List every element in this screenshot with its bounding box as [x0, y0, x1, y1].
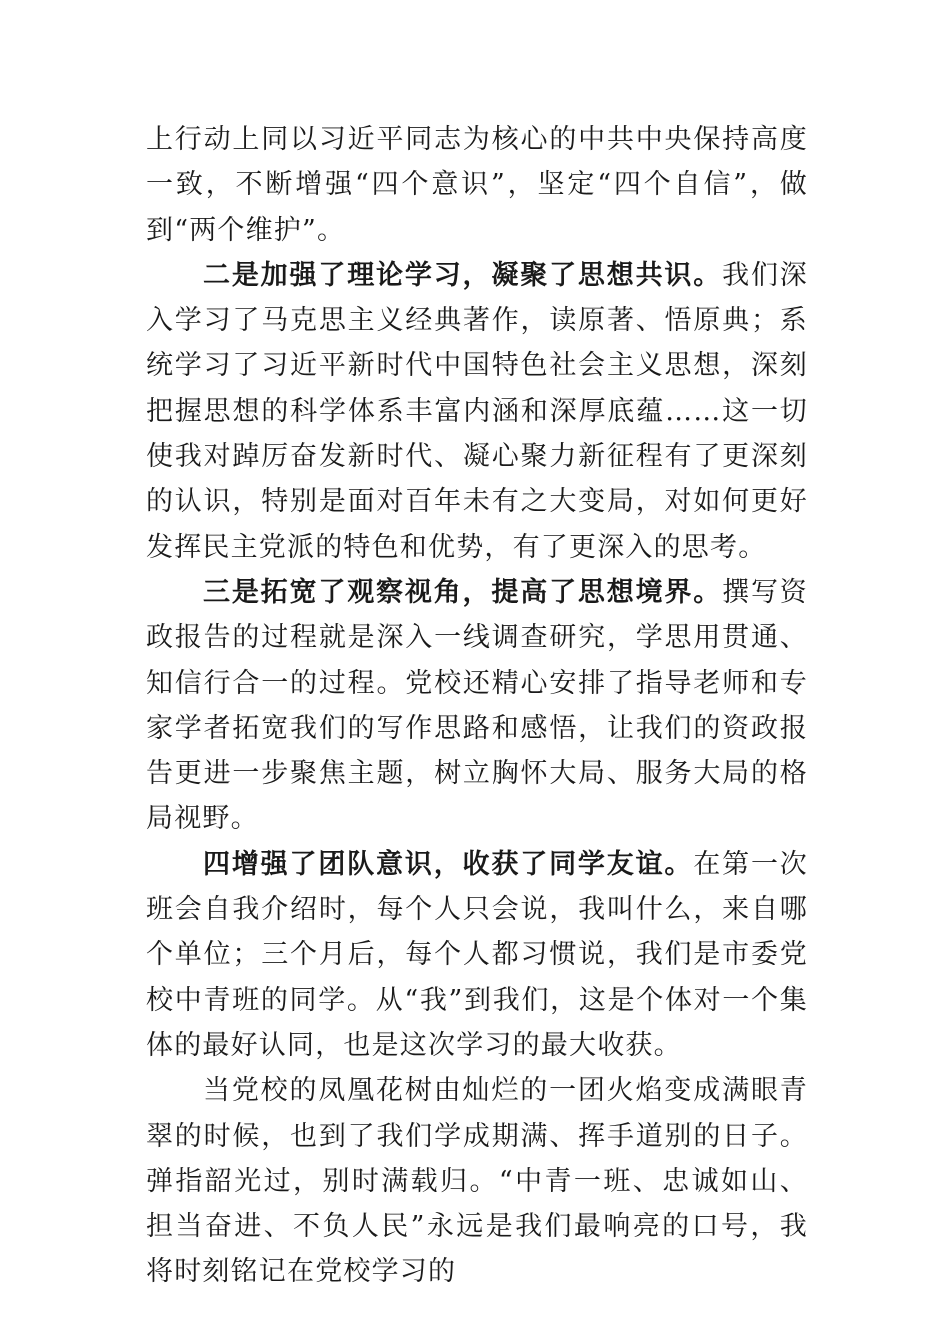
paragraph-text: 我们深入学习了马克思主义经典著作，读原著、悟原典；系统学习了习近平新时代中国特色社会主义思想，深刻把握思想的科学体系丰富内涵和深厚底蕴……这一切使我对踔厉奋发新时代、凝心聚力新征程有了更深刻的认识，特别是面对百年未有之大变局，对如何更好发挥民主党派的特色和优势，有了更深入的思考。: [146, 259, 808, 563]
paragraph-theory-study: [146, 253, 808, 570]
paragraph-text: 当党校的凤凰花树由灿烂的一团火焰变成满眼青翠的时候，也到了我们学成期满、挥手道别的日子。弹指韶光过，别时满载归。“中青一班、忠诚如山、担当奋进、不负人民”永远是我们最响亮的口号，我将时刻铭记在党校学习的: [146, 1075, 808, 1288]
document-body: [146, 117, 808, 1295]
paragraph-team-spirit: [146, 842, 808, 1068]
paragraph-text: 撰写资政报告的过程就是深入一线调查研究，学思用贯通、知信行合一的过程。党校还精心安排了指导老师和专家学者拓宽我们的写作思路和感悟，让我们的资政报告更进一步聚焦主题，树立胸怀大局、服务大局的格局视野。: [146, 576, 808, 835]
paragraph-text: 在第一次班会自我介绍时，每个人只会说，我叫什么，来自哪个单位；三个月后，每个人都习惯说，我们是市委党校中青班的同学。从“我”到我们，这是个体对一个集体的最好认同，也是这次学习的最大收获。: [146, 848, 808, 1061]
paragraph-perspective: [146, 570, 808, 842]
paragraph-continuation: [146, 117, 808, 253]
paragraph-lead: 二是加强了理论学习，凝聚了思想共识。: [203, 259, 723, 291]
paragraph-lead: 三是拓宽了观察视角，提高了思想境界。: [203, 576, 723, 608]
paragraph-lead: 四增强了团队意识，收获了同学友谊。: [203, 848, 694, 880]
paragraph-text: 上行动上同以习近平同志为核心的中共中央保持高度一致，不断增强“四个意识”，坚定“四个自信”，做到“两个维护”。: [146, 124, 808, 246]
paragraph-farewell: [146, 1068, 808, 1294]
